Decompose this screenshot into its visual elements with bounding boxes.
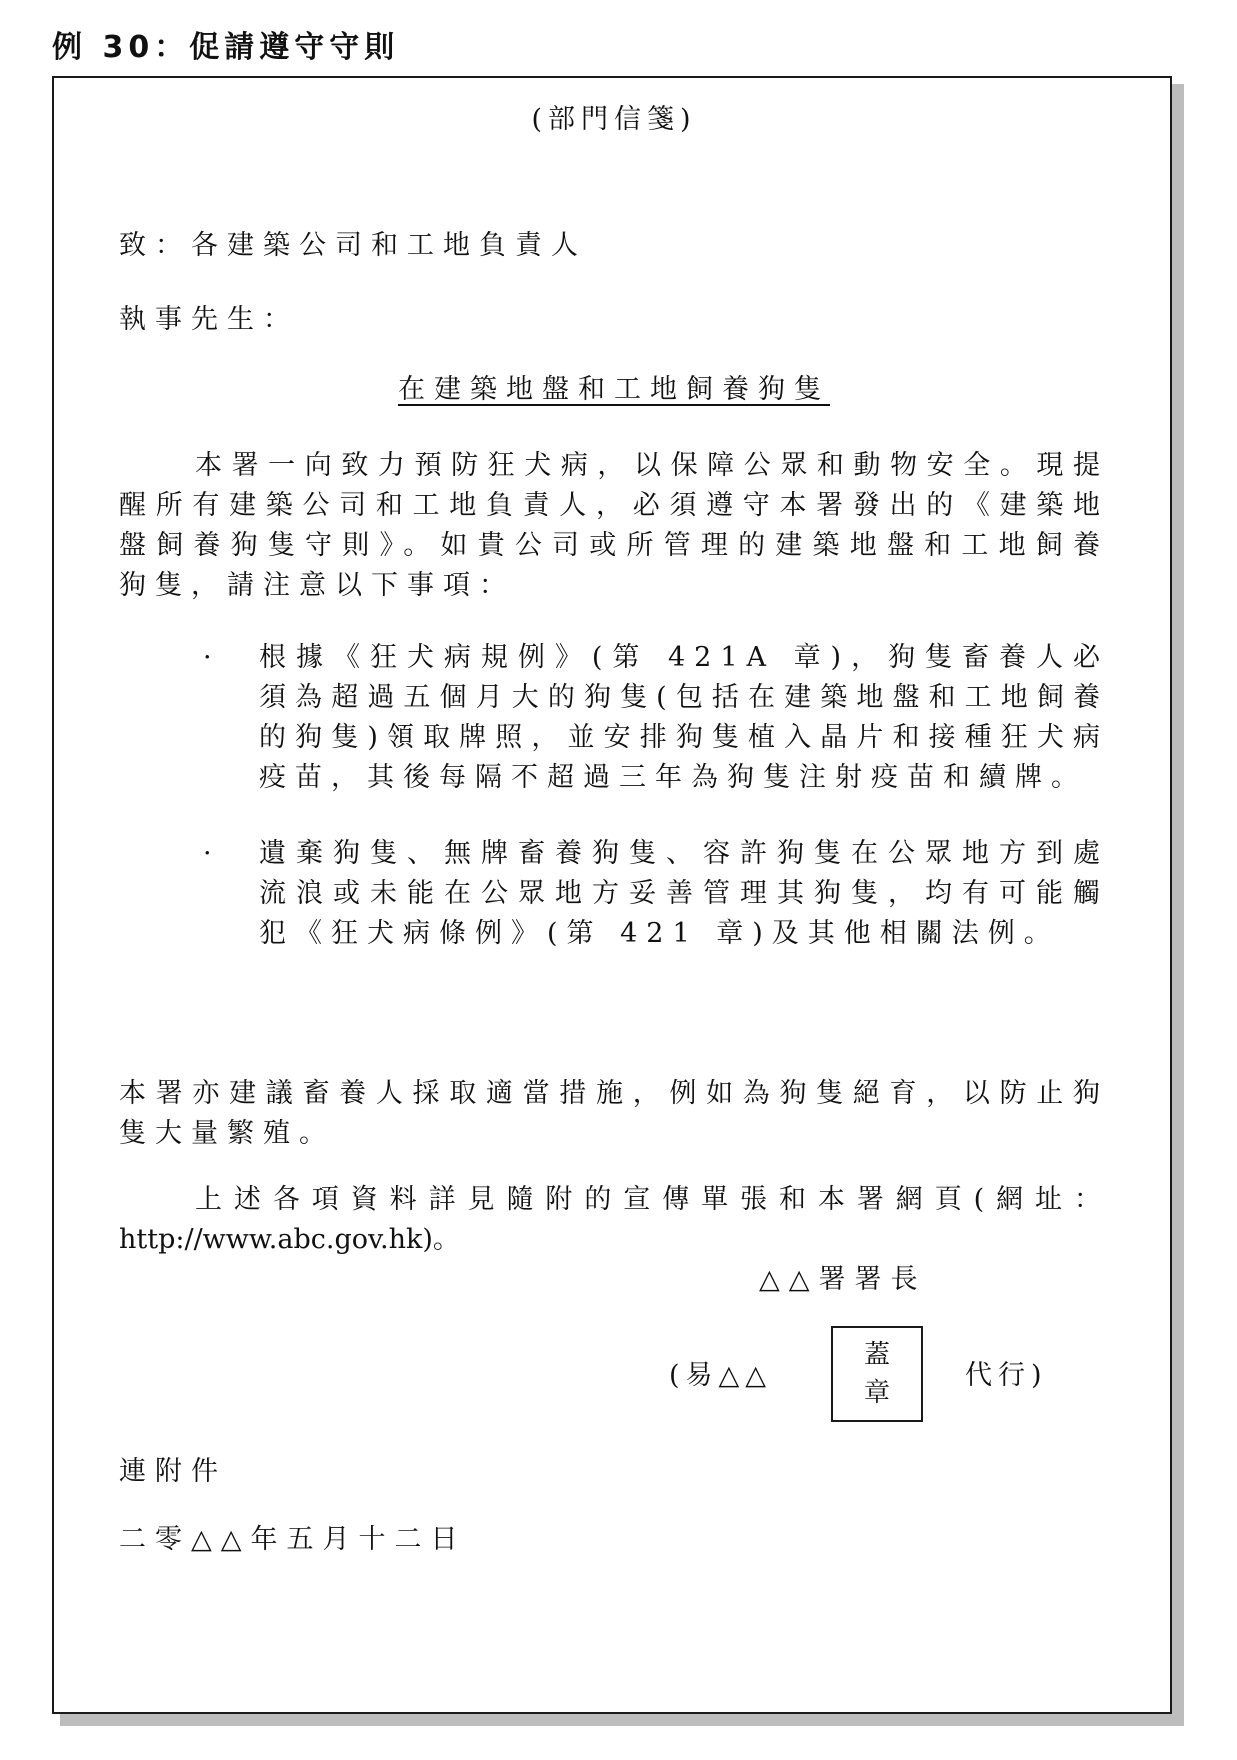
subject-text: 在建築地盤和工地飼養狗隻 <box>398 374 830 405</box>
example-title: 例 30：促請遵守守則 <box>52 30 400 65</box>
signatory-name: (易△△ <box>669 1360 773 1391</box>
bullet-item-licensing <box>119 638 1109 798</box>
bullet-marker: · <box>203 642 221 673</box>
seal-text-top: 蓋 <box>863 1340 890 1370</box>
bullet-marker: · <box>203 838 221 869</box>
paragraph-reference <box>119 1180 1109 1260</box>
addressee: 致：各建築公司和工地負責人 <box>119 230 587 261</box>
letterhead: (部門信箋) <box>531 104 697 135</box>
enclosure-note: 連附件 <box>119 1456 227 1487</box>
seal-box <box>831 1326 923 1422</box>
bullet-text: 遺棄狗隻、無牌畜養狗隻、容許狗隻在公眾地方到處流浪或未能在公眾地方妥善管理其狗隻，均有可能觸犯《狂犬病條例》(第 421 章)及其他相關法例。 <box>259 838 1109 949</box>
subject-line <box>119 370 1109 410</box>
signature-block <box>669 1326 1109 1426</box>
signatory-acting: 代行) <box>965 1360 1048 1391</box>
letter-page <box>52 76 1172 1714</box>
paragraph-recommendation: 本署亦建議畜養人採取適當措施，例如為狗隻絕育，以防止狗隻大量繁殖。 <box>119 1078 1109 1149</box>
salutation: 執事先生： <box>119 304 299 335</box>
letter-date: 二零△△年五月十二日 <box>119 1524 467 1555</box>
seal-text-bottom: 章 <box>863 1378 890 1408</box>
website-url: http://www.abc.gov.hk)。 <box>119 1224 460 1255</box>
paragraph-intro: 本署一向致力預防狂犬病，以保障公眾和動物安全。現提醒所有建築公司和工地負責人，必須遵守本署發出的《建築地盤飼養狗隻守則》。如貴公司或所管理的建築地盤和工地飼養狗隻，請注意以下事項： <box>119 450 1109 601</box>
paragraph-reference-text: 上述各項資料詳見隨附的宣傳單張和本署網頁(網址： <box>195 1184 1109 1215</box>
bullet-item-offences <box>119 834 1109 954</box>
bullet-text: 根據《狂犬病規例》(第 421A 章)，狗隻畜養人必須為超過五個月大的狗隻(包括在建築地盤和工地飼養的狗隻)領取牌照，並安排狗隻植入晶片和接種狂犬病疫苗，其後每隔不超過三年為狗隻注射疫苗和續牌。 <box>259 642 1109 793</box>
bullet-list <box>119 638 1109 954</box>
signatory-title: △△署署長 <box>759 1264 927 1295</box>
